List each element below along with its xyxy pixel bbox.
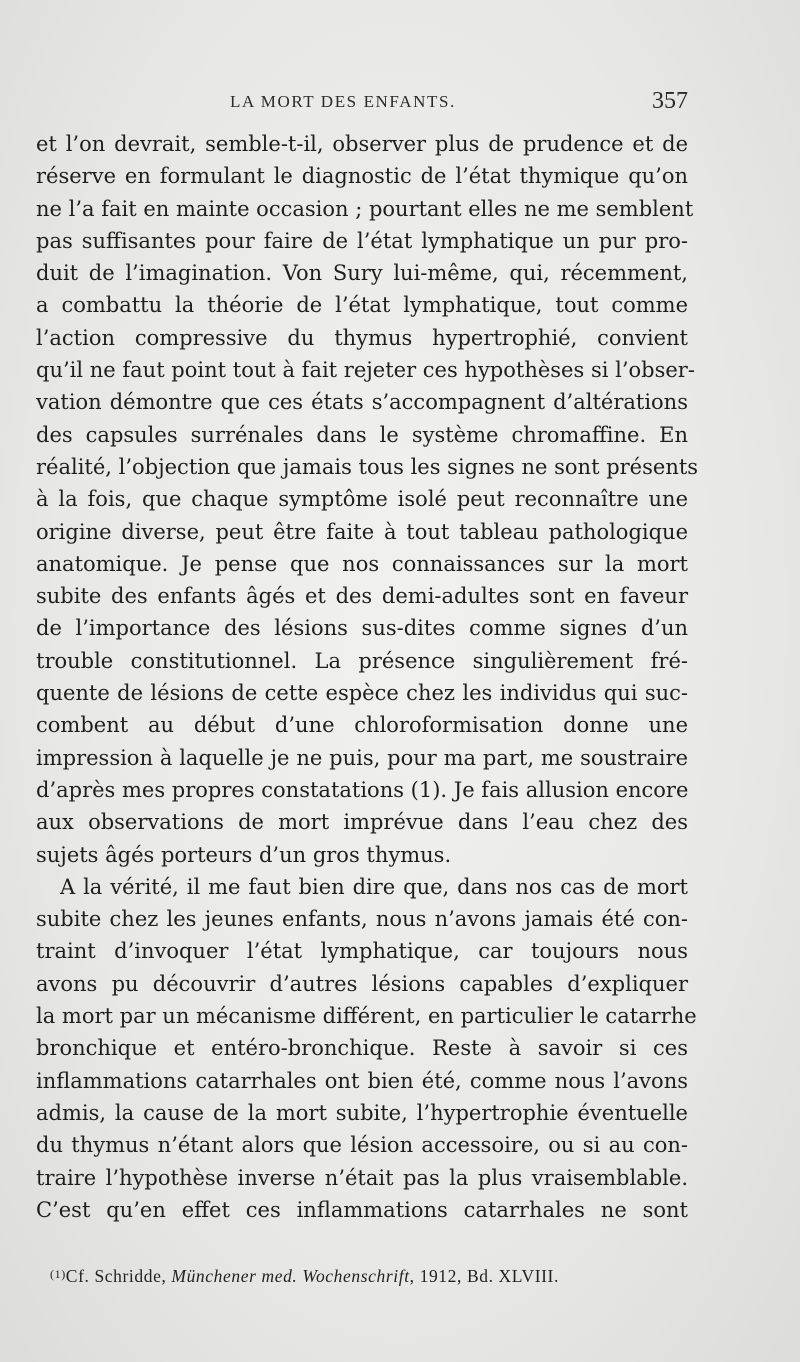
text-line: impression à laquelle je ne puis, pour ma part, me soustraire [36,745,688,770]
text-line: de l’importance des lésions sus-dites comme signes d’un [36,616,688,641]
text-line: bronchique et entéro-bronchique. Reste à savoir si ces [36,1036,688,1061]
text-line: réalité, l’objection que jamais tous les signes ne sont présents [36,454,699,479]
running-title: LA MORT DES ENFANTS. [230,92,456,111]
text-line: vation démontre que ces états s’accompagnent d’altérations [36,390,688,415]
footnote-prefix: Cf. Schridde, [65,1266,172,1286]
text-line: C’est qu’en effet ces inflammations catarrhales ne sont [36,1197,688,1222]
text-line: pas suffisantes pour faire de l’état lymphatique un pur pro- [36,228,688,253]
text-line: et l’on devrait, semble-t-il, observer plus de prudence et de [36,132,688,156]
text-line: quente de lésions de cette espèce chez les individus qui suc- [36,681,688,706]
text-line: combent au début d’une chloroformisation donne une [36,713,688,738]
text-line: traire l’hypothèse inverse n’était pas la plus vraisemblable. [36,1165,688,1190]
text-line: avons pu découvrir d’autres lésions capables d’expliquer [36,971,688,996]
text-line: subite chez les jeunes enfants, nous n’avons jamais été con- [36,907,688,932]
text-line: anatomique. Je pense que nos connaissances sur la mort [36,551,688,576]
footnote [50,1266,690,1287]
body-text [36,128,699,1226]
page-number: 357 [652,88,688,114]
text-line: d’après mes propres constatations (1). Je fais allusion encore [36,777,689,802]
footnote-journal: Münchener med. Wochenschrift [171,1266,410,1286]
paragraph-start-line: A la vérité, il me faut bien dire que, dans nos cas de mort [60,874,688,899]
text-line: la mort par un mécanisme différent, en particulier le catarrhe [36,1004,697,1029]
text-line: a combattu la théorie de l’état lymphatique, tout comme [36,293,688,318]
text-line: ne l’a fait en mainte occasion ; pourtant elles ne me semblent [36,196,694,221]
text-line: duit de l’imagination. Von Sury lui-même, qui, récemment, [36,261,688,286]
text-line: admis, la cause de la mort subite, l’hypertrophie éventuelle [36,1100,688,1125]
text-line: traint d’invoquer l’état lymphatique, car toujours nous [36,939,688,964]
text-line: origine diverse, peut être faite à tout tableau pathologique [36,519,688,544]
text-line: des capsules surrénales dans le système chromaffine. En [36,422,688,447]
text-line: subite des enfants âgés et des demi-adultes sont en faveur [36,584,688,609]
page-header [36,88,688,120]
text-line: réserve en formulant le diagnostic de l’état thymique qu’on [36,164,688,189]
text-line: qu’il ne faut point tout à fait rejeter ces hypothèses si l’obser- [36,358,695,383]
paragraph-end-line: sujets âgés porteurs d’un gros thymus. [36,842,452,867]
text-line: trouble constitutionnel. La présence singulièrement fré- [36,648,688,673]
text-line: aux observations de mort imprévue dans l’eau chez des [36,810,688,835]
text-line: inflammations catarrhales ont bien été, comme nous l’avons [36,1068,688,1093]
text-line: du thymus n’étant alors que lésion accessoire, ou si au con- [36,1133,688,1158]
text-line: à la fois, que chaque symptôme isolé peut reconnaître une [36,487,688,512]
text-line: l’action compressive du thymus hypertrophié, convient [36,325,688,350]
footnote-suffix: , 1912, Bd. XLVIII. [409,1266,559,1286]
footnote-marker: (1) [50,1267,66,1281]
